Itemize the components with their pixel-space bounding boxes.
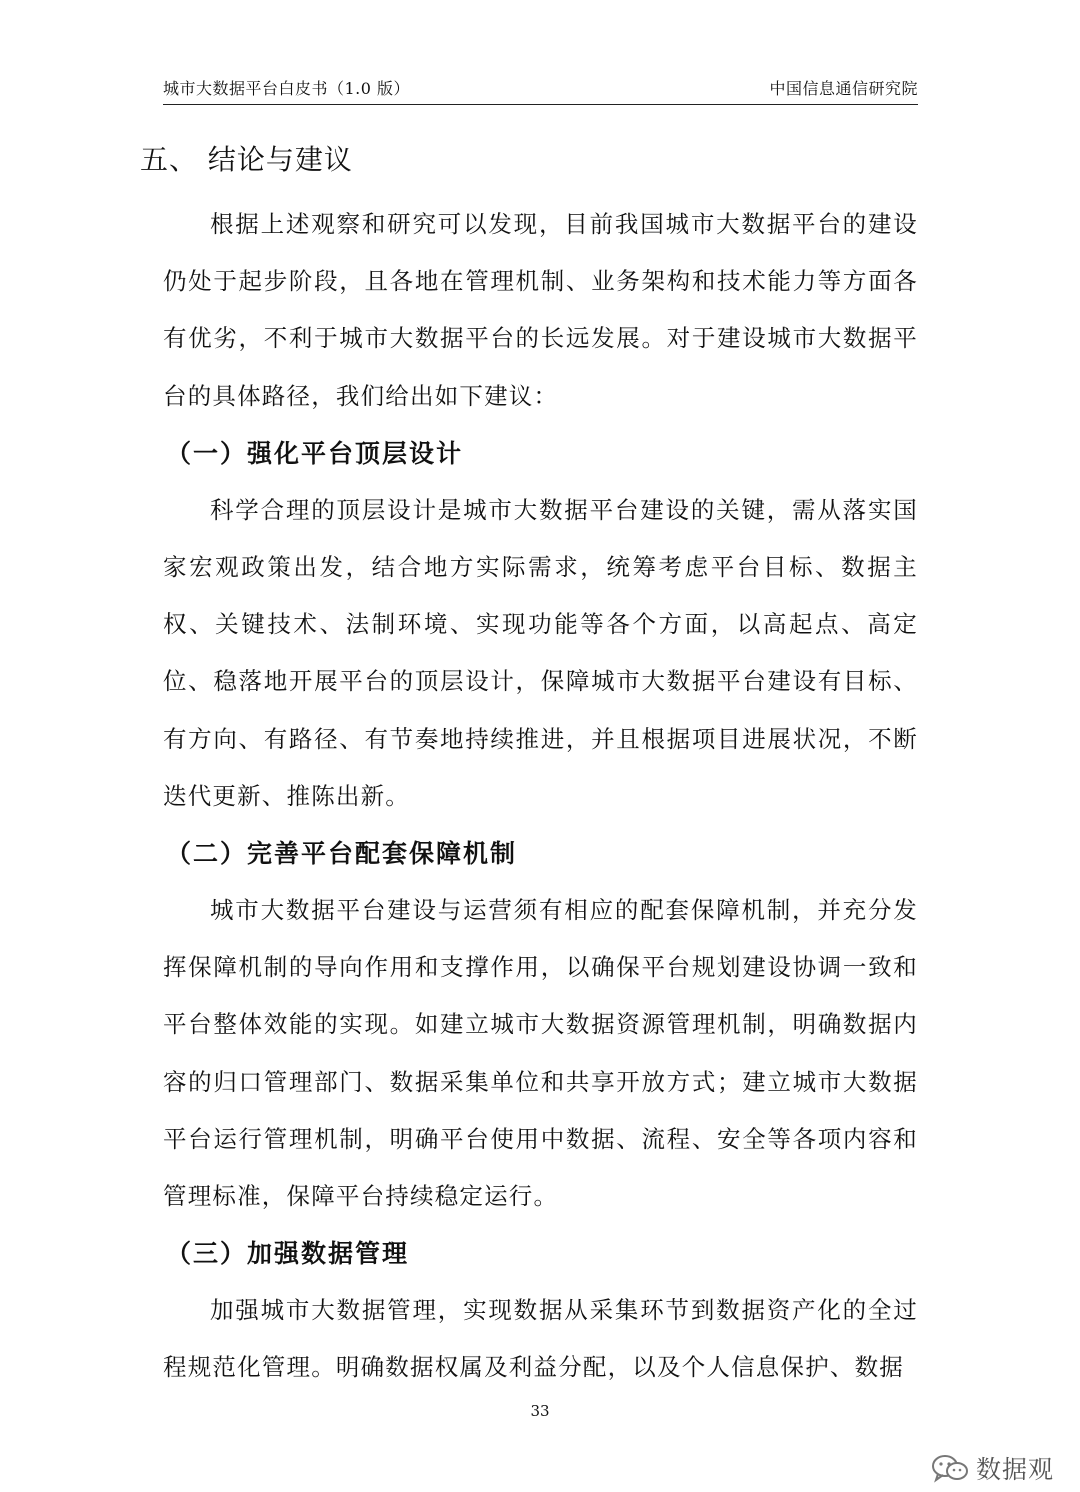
subsection-1-paragraph: 科学合理的顶层设计是城市大数据平台建设的关键，需从落实国家宏观政策出发，结合地方实际需求，统筹考虑平台目标、数据主权、关键技术、法制环境、实现功能等各个方面，以高起点、高定位、稳落地开展平台的顶层设计，保障城市大数据平台建设有目标、有方向、有路径、有节奏地持续推进，并且根据项目进展状况，不断迭代更新、推陈出新。	[163, 495, 918, 810]
watermark-text: 数据观	[975, 1455, 1054, 1484]
section-intro-paragraph: 根据上述观察和研究可以发现，目前我国城市大数据平台的建设仍处于起步阶段，且各地在管理机制、业务架构和技术能力等方面各有优劣，不利于城市大数据平台的长远发展。对于建设城市大数据平台的具体路径，我们给出如下建议：	[163, 210, 918, 410]
subsection-1-heading: （一）强化平台顶层设计	[166, 438, 464, 468]
running-header	[163, 74, 918, 105]
source-watermark	[930, 1452, 1054, 1484]
subsection-3-paragraph: 加强城市大数据管理，实现数据从采集环节到数据资产化的全过程规范化管理。明确数据权属及利益分配，以及个人信息保护、数据	[163, 1296, 918, 1382]
section-heading: 五、 结论与建议	[140, 143, 353, 176]
wechat-icon	[930, 1453, 970, 1483]
subsection-3-heading: （三）加强数据管理	[166, 1239, 410, 1269]
subsection-2-heading: （二）完善平台配套保障机制	[166, 839, 518, 869]
header-organization: 中国信息通信研究院	[769, 79, 918, 98]
page-number: 33	[530, 1402, 550, 1420]
body-content	[163, 196, 918, 1397]
header-document-title: 城市大数据平台白皮书（1.0 版）	[163, 79, 411, 98]
subsection-2-paragraph: 城市大数据平台建设与运营须有相应的配套保障机制，并充分发挥保障机制的导向作用和支撑作用，以确保平台规划建设协调一致和平台整体效能的实现。如建立城市大数据资源管理机制，明确数据内容的归口管理部门、数据采集单位和共享开放方式；建立城市大数据平台运行管理机制，明确平台使用中数据、流程、安全等各项内容和管理标准，保障平台持续稳定运行。	[163, 896, 918, 1211]
